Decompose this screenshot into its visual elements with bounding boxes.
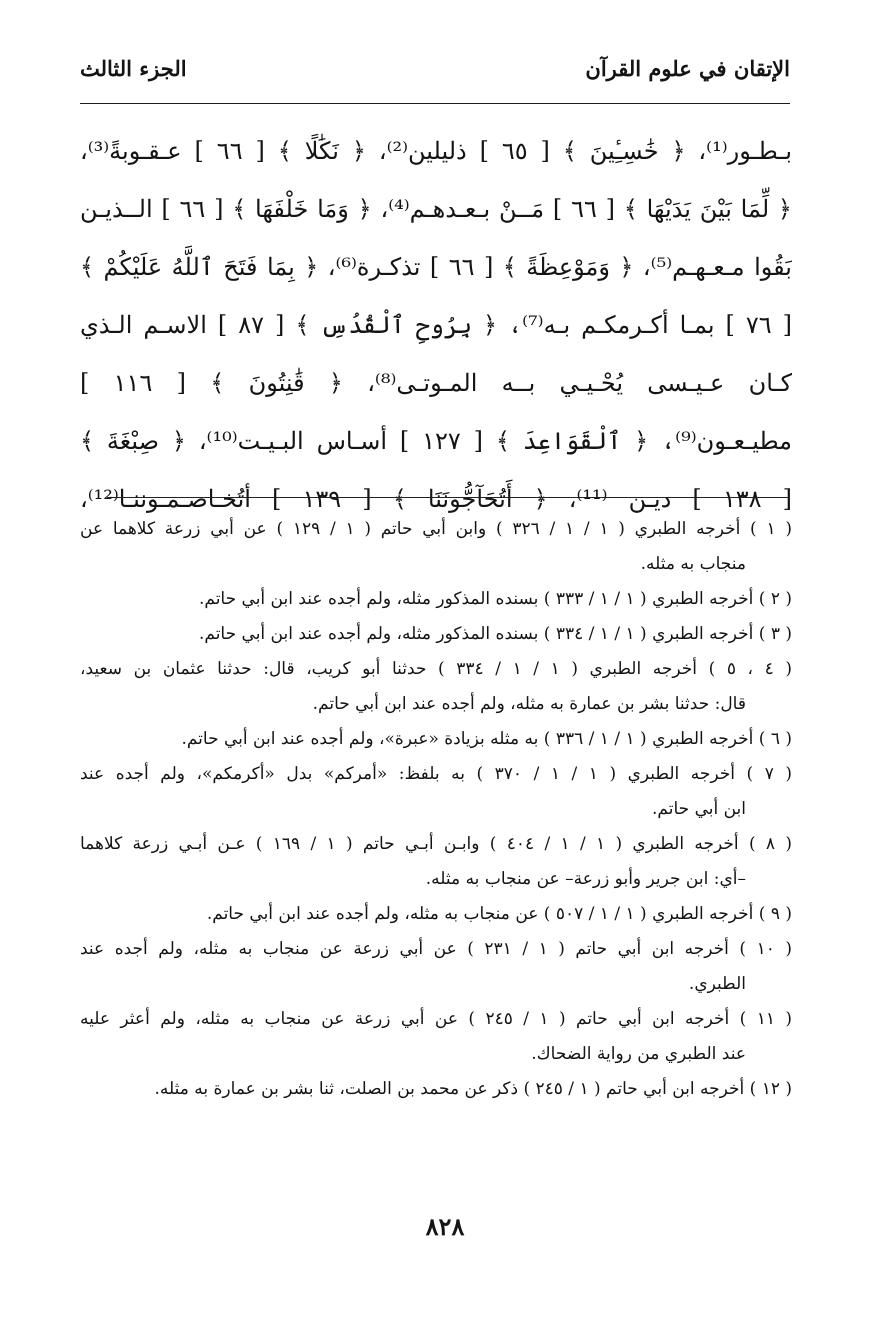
footnote-continuation: عند الطبري من رواية الضحاك. — [531, 1044, 746, 1064]
footnote-text: ( ٧ ) أخرجه الطبري ( ١ / ١ / ٣٧٠ ) به بلفظ: «أمركم» بدل «أكرمكم»، ولم أجده عند — [80, 764, 792, 784]
footnote — [80, 757, 792, 827]
footnote — [80, 722, 792, 757]
footnote-text: ( ١٢ ) أخرجه ابن أبي حاتم ( ١ / ٢٤٥ ) ذكر عن محمد بن الصلت، ثنا بشر بن عمارة به مثله. — [154, 1079, 792, 1099]
footnote — [80, 617, 792, 652]
footnote — [80, 652, 792, 722]
footnote-continuation: الطبري. — [688, 974, 746, 994]
footnote-continuation: –أي: ابن جرير وأبو زرعة– عن منجاب به مثله. — [425, 869, 746, 889]
footnote-text: ( ٦ ) أخرجه الطبري ( ١ / ١ / ٣٣٦ ) به مثله بزيادة «عبرة»، ولم أجده عند ابن أبي حاتم. — [181, 729, 792, 749]
footnote-continuation: منجاب به مثله. — [640, 554, 746, 574]
footnote-continuation: قال: حدثنا بشر بن عمارة به مثله، ولم أجده عند ابن أبي حاتم. — [312, 694, 746, 714]
footnote — [80, 582, 792, 617]
footnote — [80, 1072, 792, 1107]
main-text — [80, 122, 792, 528]
text-line: بـطـور⁽¹⁾، ﴿ خَٰسِـِٔينَ ﴾ [ ٦٥ ] ذليلين⁽²⁾، ﴿ نَكَٰلًا ﴾ [ ٦٦ ] عـقـوبةً⁽³⁾، — [80, 137, 792, 165]
footnote-text: ( ٩ ) أخرجه الطبري ( ١ / ١ / ٥٠٧ ) عن منجاب به مثله، ولم أجده عند ابن أبي حاتم. — [206, 904, 792, 924]
footnote-text: ( ٢ ) أخرجه الطبري ( ١ / ١ / ٣٣٣ ) بسنده المذكور مثله، ولم أجده عند ابن أبي حاتم. — [198, 589, 792, 609]
text-line: [ ١٣٨ ] ديـن ⁽¹¹⁾، ﴿ أَتُحَآجُّونَنَا ﴾ [ ١٣٩ ] أتُخـاصـمـوننـا⁽¹²⁾، — [80, 485, 792, 513]
footnote-text: ( ٤ ، ٥ ) أخرجه الطبري ( ١ / ١ / ٣٣٤ ) حدثنا أبو كريب، قال: حدثنا عثمان بن سعيد، — [80, 659, 792, 679]
running-header-volume: الجزء الثالث — [80, 56, 187, 81]
text-line: مطيـعـون⁽⁹⁾، ﴿ ٱلْقَوَاعِدَ ﴾ [ ١٢٧ ] أسـاس البـيـت⁽¹⁰⁾، ﴿ صِبْغَةَ ﴾ — [80, 427, 792, 455]
footnote-continuation: ابن أبي حاتم. — [652, 799, 746, 819]
footnote-text: ( ٣ ) أخرجه الطبري ( ١ / ١ / ٣٣٤ ) بسنده المذكور مثله، ولم أجده عند ابن أبي حاتم. — [198, 624, 792, 644]
footnote-separator — [107, 497, 790, 498]
footnote-text: ( ١١ ) أخرجه ابن أبي حاتم ( ١ / ٢٤٥ ) عن أبي زرعة عن منجاب به مثله، ولم أعثر عليه — [80, 1009, 792, 1029]
running-header-title: الإتقان في علوم القرآن — [585, 56, 790, 81]
text-line: كـان عـيـسى يُحْـيـي بــه المـوتـى⁽⁸⁾، ﴿ قَٰنِتُونَ ﴾ [ ١١٦ ] — [80, 369, 792, 397]
footnote-text: ( ١٠ ) أخرجه ابن أبي حاتم ( ١ / ٢٣١ ) عن أبي زرعة عن منجاب به مثله، ولم أجده عند — [80, 939, 792, 959]
text-line: بَقُوا مـعـهـم⁽⁵⁾، ﴿ وَمَوْعِظَةً ﴾ [ ٦٦ ] تذكـرة⁽⁶⁾، ﴿ بِمَا فَتَحَ ٱللَّهُ عَلَيْكُمْ ﴾ — [80, 253, 792, 281]
footnote — [80, 827, 792, 897]
footnote-text: ( ٨ ) أخرجه الطبري ( ١ / ١ / ٤٠٤ ) وابـن أبـي حاتم ( ١ / ١٦٩ ) عـن أبـي زرعة كلاهما — [80, 834, 792, 854]
footnote — [80, 932, 792, 1002]
footnote — [80, 1002, 792, 1072]
footnotes — [80, 512, 792, 1107]
text-line: [ ٧٦ ] بمـا أكـرمكـم بـه⁽⁷⁾، ﴿ بِرُوحِ ٱلْقُدُسِ ﴾ [ ٨٧ ] الاسـم الـذي — [80, 311, 792, 339]
footnote — [80, 897, 792, 932]
header-rule — [80, 103, 790, 104]
page-number: ٨٢٨ — [425, 1212, 465, 1241]
footnote — [80, 512, 792, 582]
footnote-text: ( ١ ) أخرجه الطبري ( ١ / ١ / ٣٢٦ ) وابن أبي حاتم ( ١ / ١٢٩ ) عن أبي زرعة كلاهما عن — [80, 519, 792, 539]
text-line: ﴿ لِّمَا بَيْنَ يَدَيْهَا ﴾ [ ٦٦ ] مَــنْ بـعـدهـم⁽⁴⁾، ﴿ وَمَا خَلْفَهَا ﴾ [ ٦٦ ] الــذيـن — [80, 195, 792, 223]
